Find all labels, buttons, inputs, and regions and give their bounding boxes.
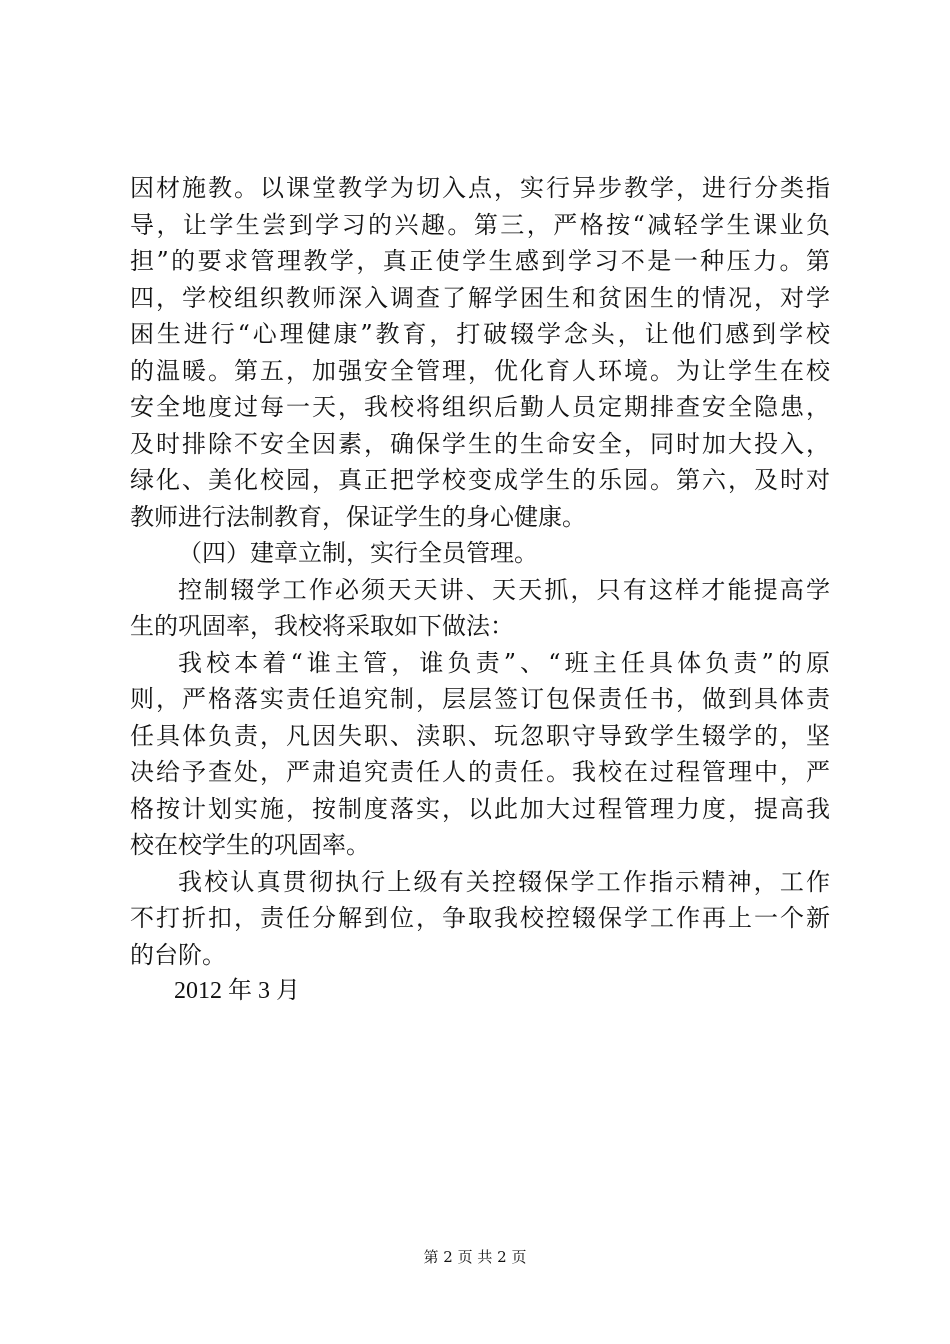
text-line: 困生进行“心理健康”教育，打破辍学念头，让他们感到学校 (130, 320, 830, 348)
text-line: 因材施教。以课堂教学为切入点，实行异步教学，进行分类指 (130, 174, 830, 202)
text-line: 绿化、美化校园，真正把学校变成学生的乐园。第六，及时对 (130, 466, 830, 494)
text-line: 不打折扣，责任分解到位，争取我校控辍保学工作再上一个新 (130, 904, 830, 932)
text-line: 担”的要求管理教学，真正使学生感到学习不是一种压力。第 (130, 247, 830, 275)
text-line: 四，学校组织教师深入调查了解学困生和贫困生的情况，对学 (130, 283, 830, 312)
text-line: 格按计划实施，按制度落实，以此加大过程管理力度，提高我 (130, 794, 830, 823)
text-line: 决给予查处，严肃追究责任人的责任。我校在过程管理中，严 (130, 758, 830, 786)
section-heading-text: （四）建章立制，实行全员管理。 (178, 539, 538, 567)
paragraph-responsibility (130, 645, 830, 864)
section-heading-4 (130, 535, 830, 572)
paragraph-measures-continued (130, 170, 830, 535)
page-number-indicator: 第 2 页 共 2 页 (423, 1248, 527, 1266)
text-line: 教师进行法制教育，保证学生的身心健康。 (130, 502, 586, 531)
text-line: 及时排除不安全因素，确保学生的生命安全，同时加大投入， (130, 429, 830, 458)
page-footer (0, 1247, 950, 1267)
document-date: 2012 年 3 月 (174, 978, 300, 1004)
paragraph-control-dropout (130, 572, 830, 645)
text-line: 任具体负责，凡因失职、渎职、玩忽职守导致学生辍学的，坚 (130, 721, 830, 750)
text-line: 我校本着“谁主管，谁负责”、“班主任具体负责”的原 (178, 648, 830, 677)
text-line: 导，让学生尝到学习的兴趣。第三，严格按“减轻学生课业负 (130, 210, 830, 239)
text-line: 生的巩固率，我校将采取如下做法： (130, 612, 514, 640)
paragraph-conclusion (130, 864, 830, 974)
text-line: 的台阶。 (130, 940, 226, 969)
text-line: 则，严格落实责任追究制，层层签订包保责任书，做到具体责 (130, 685, 830, 713)
text-line: 我校认真贯彻执行上级有关控辍保学工作指示精神，工作 (178, 867, 830, 896)
text-line: 的温暖。第五，加强安全管理，优化育人环境。为让学生在校 (130, 356, 830, 385)
document-body (130, 170, 830, 1010)
text-line: 控制辍学工作必须天天讲、天天抓，只有这样才能提高学 (178, 575, 830, 604)
text-line: 安全地度过每一天，我校将组织后勤人员定期排查安全隐患， (130, 393, 830, 421)
text-line: 校在校学生的巩固率。 (130, 831, 370, 859)
